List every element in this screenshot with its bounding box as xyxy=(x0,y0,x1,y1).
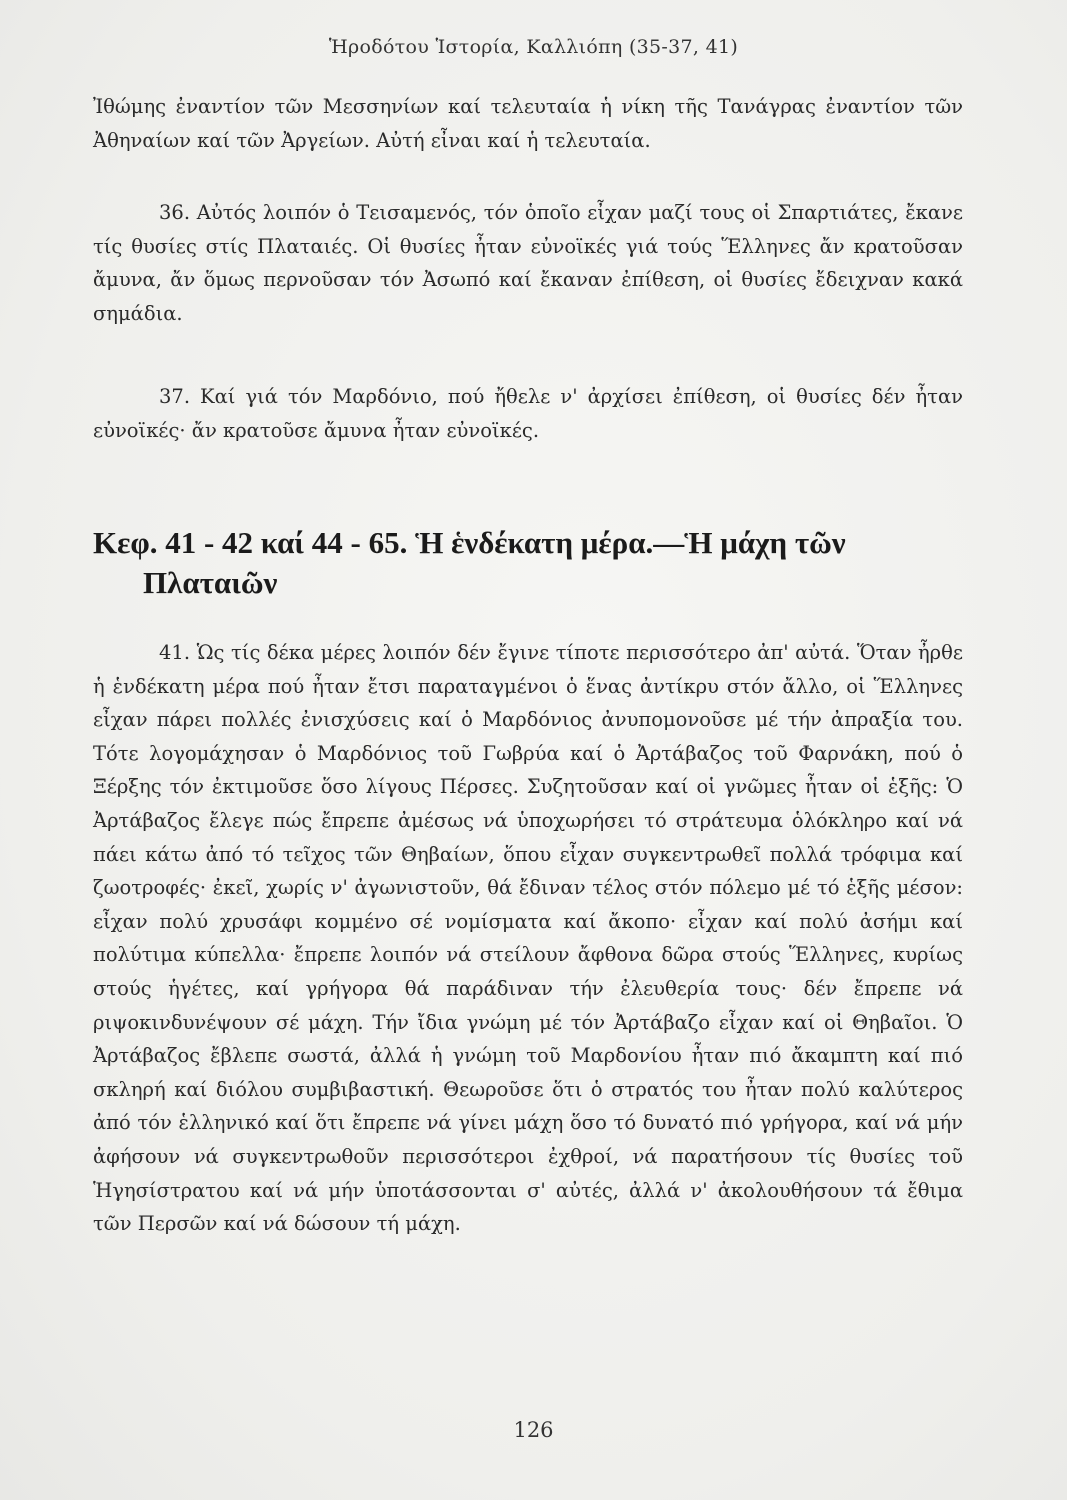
chapter-heading-line2: Πλαταιῶν xyxy=(143,565,278,600)
running-head: Ἡροδότου Ἱστορία, Καλλιόπη (35-37, 41) xyxy=(328,36,739,58)
intro-paragraph-block xyxy=(93,90,963,157)
intro-paragraph: Ἰθώμης ἐναντίον τῶν Μεσσηνίων καί τελευταία ἡ νίκη τῆς Τανάγρας ἐναντίον τῶν Ἀθηναίων καί τῶν Ἀργείων. Αὐτή εἶναι καί ἡ τελευταία. xyxy=(93,95,963,152)
section-37-block xyxy=(93,380,963,447)
page-number: 126 xyxy=(513,1418,554,1442)
section-36-block xyxy=(93,196,963,330)
section-41-block xyxy=(93,636,963,1241)
chapter-heading xyxy=(93,523,973,603)
section-36-paragraph: 36. Αὐτός λοιπόν ὁ Τεισαμενός, τόν ὁποῖο εἶχαν μαζί τους οἱ Σπαρτιάτες, ἔκανε τίς θυσίες στίς Πλαταιές. Οἱ θυσίες ἦταν εὐνοϊκές γιά τούς Ἕλληνες ἄν κρατοῦσαν ἄμυνα, ἄν ὅμως περνοῦσαν τόν Ἀσωπό καί ἔκαναν ἐπίθεση, οἱ θυσίες ἔδειχναν κακά σημάδια. xyxy=(93,201,963,325)
section-41-paragraph: 41. Ὡς τίς δέκα μέρες λοιπόν δέν ἔγινε τίποτε περισσότερο ἀπ' αὐτά. Ὅταν ἦρθε ἡ ἑνδέκατη μέρα πού ἦταν ἔτσι παραταγμένοι ὁ ἕνας ἀντίκρυ στόν ἄλλο, οἱ Ἕλληνες εἶχαν πάρει πολλές ἐνισχύσεις καί ὁ Μαρδόνιος ἀνυπομονοῦσε μέ τήν ἀπραξία του. Τότε λογομάχησαν ὁ Μαρδόνιος τοῦ Γωβρύα καί ὁ Ἀρτάβαζος τοῦ Φαρνάκη, πού ὁ Ξέρξης τόν ἐκτιμοῦσε ὅσο λίγους Πέρσες. Συζητοῦσαν καί οἱ γνῶμες ἦταν οἱ ἑξῆς: Ὁ Ἀρτάβαζος ἔλεγε πώς ἔπρεπε ἀμέσως νά ὑποχωρήσει τό στράτευμα ὁλόκληρο καί νά πάει κάτω ἀπό τό τεῖχος τῶν Θηβαίων, ὅπου εἶχαν συγκεντρωθεῖ πολλά τρόφιμα καί ζωοτροφές· ἐκεῖ, χωρίς ν' ἀγωνιστοῦν, θά ἔδιναν τέλος στόν πόλεμο μέ τό ἑξῆς μέσον: εἶχαν πολύ χρυσάφι κομμένο σέ νομίσματα καί ἄκοπο· εἶχαν καί πολύ ἀσήμι καί πολύτιμα κύπελλα· ἔπρεπε λοιπόν νά στείλουν ἄφθονα δῶρα στούς Ἕλληνες, κυρίως στούς ἡγέτες, καί γρήγορα θά παράδιναν τήν ἐλευθερία τους· δέν ἔπρεπε νά ριψοκινδυνέψουν σέ μάχη. Τήν ἴδια γνώμη μέ τόν Ἀρτάβαζο εἶχαν καί οἱ Θηβαῖοι. Ὁ Ἀρτάβαζος ἔβλεπε σωστά, ἀλλά ἡ γνώμη τοῦ Μαρδονίου ἦταν πιό ἄκαμπτη καί πιό σκληρή καί διόλου συμβιβαστική. Θεωροῦσε ὅτι ὁ στρατός του ἦταν πολύ καλύτερος ἀπό τόν ἑλληνικό καί ὅτι ἔπρεπε νά γίνει μάχη ὅσο τό δυνατό πιό γρήγορα, καί νά μήν ἀφήσουν νά συγκεντρωθοῦν περισσότεροι ἐχθροί, νά παρατήσουν τίς θυσίες τοῦ Ἡγησίστρατου καί νά μήν ὑποτάσσονται σ' αὐτές, ἀλλά ν' ἀκολουθήσουν τά ἔθιμα τῶν Περσῶν καί νά δώσουν τή μάχη. xyxy=(93,641,963,1236)
section-37-paragraph: 37. Καί γιά τόν Μαρδόνιο, πού ἤθελε ν' ἀρχίσει ἐπίθεση, οἱ θυσίες δέν ἦταν εὐνοϊκές· ἄν κρατοῦσε ἄμυνα ἦταν εὐνοϊκές. xyxy=(93,385,963,442)
chapter-heading-line1: Κεφ. 41 - 42 καί 44 - 65. Ἡ ἑνδέκατη μέρα.—Ἡ μάχη τῶν xyxy=(93,525,846,560)
